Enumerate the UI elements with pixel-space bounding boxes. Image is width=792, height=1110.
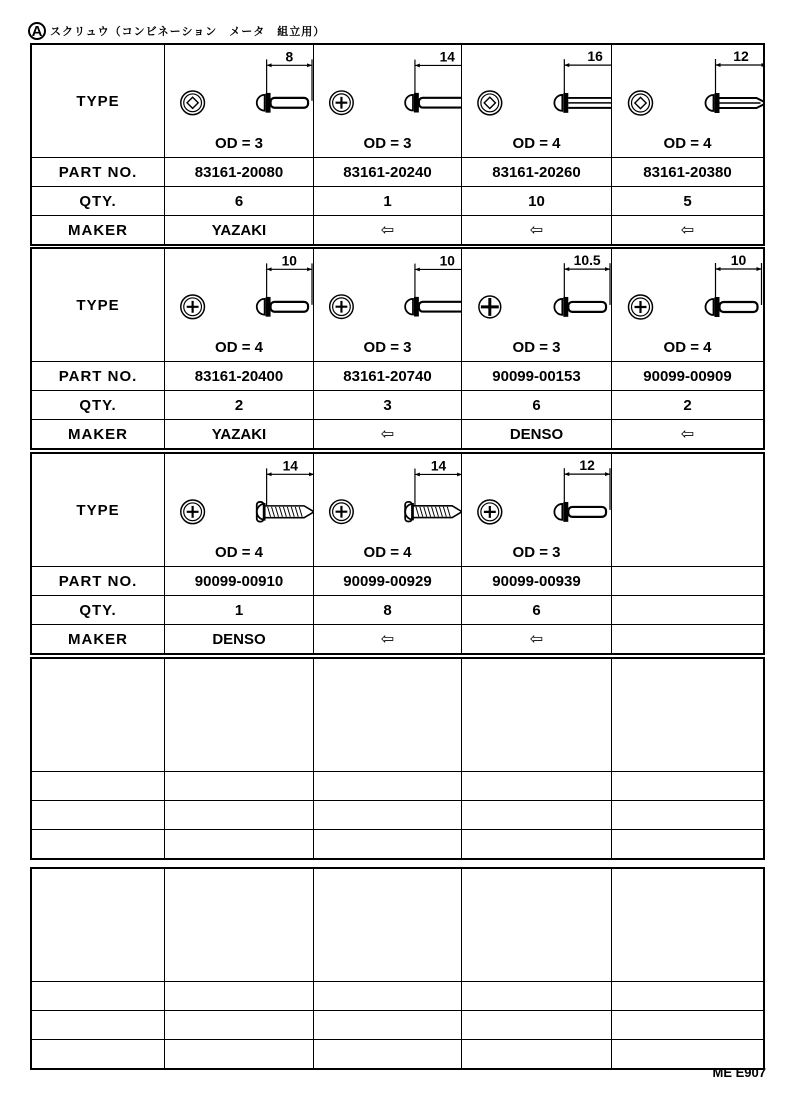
- length-dimension: 14: [282, 457, 298, 474]
- quantity: [461, 801, 611, 829]
- row-label-part-no: [32, 772, 164, 800]
- quantity: [611, 801, 763, 829]
- row-label-qty: QTY.: [79, 192, 117, 210]
- row-label-type: TYPE: [76, 501, 120, 519]
- part-number: 90099-00939: [461, 567, 611, 595]
- table-row-qty: [32, 800, 763, 829]
- length-dimension: 10: [439, 253, 455, 269]
- screw-drawing-icon: [612, 45, 763, 131]
- table-row-type: [32, 249, 763, 361]
- screw-type-cell: [461, 454, 611, 566]
- part-number: 90099-00153: [461, 362, 611, 390]
- same-as-left-arrow-icon: ⇦: [461, 625, 611, 653]
- screw-type-cell: [164, 45, 313, 157]
- maker: [164, 1040, 313, 1068]
- screw-type-cell: [611, 249, 763, 361]
- table-row-maker: [32, 215, 763, 244]
- maker: YAZAKI: [164, 420, 313, 448]
- outer-diameter-label: OD = 4: [663, 135, 712, 152]
- title-text: スクリュウ（コンビネーション メータ 組立用）: [50, 26, 326, 38]
- part-number: 83161-20400: [164, 362, 313, 390]
- screw-type-cell: [313, 659, 461, 771]
- outer-diameter-label: OD = 3: [512, 339, 561, 356]
- screw-type-cell: [611, 659, 763, 771]
- table-row-type: [32, 454, 763, 566]
- part-number: [611, 772, 763, 800]
- table-row-qty: [32, 595, 763, 624]
- outer-diameter-label: OD = 4: [215, 339, 263, 356]
- screw-drawing-icon: [165, 454, 313, 540]
- quantity: 3: [313, 391, 461, 419]
- screw-type-cell: [461, 659, 611, 771]
- screw-type-cell: [461, 249, 611, 361]
- screw-type-cell: [313, 869, 461, 981]
- same-as-left-arrow-icon: ⇦: [461, 216, 611, 244]
- row-label-maker: [32, 1040, 164, 1068]
- table-row-part-no: [32, 566, 763, 595]
- table-row-qty: [32, 186, 763, 215]
- outer-diameter-label: OD = 3: [512, 544, 561, 561]
- table-row-type: [32, 45, 763, 157]
- row-label-type: TYPE: [76, 296, 120, 314]
- quantity: 5: [611, 187, 763, 215]
- maker: [313, 830, 461, 858]
- length-dimension: 10.5: [573, 252, 601, 269]
- quantity: [611, 1011, 763, 1039]
- screw-drawing-icon: [314, 454, 461, 540]
- screw-type-cell: [611, 454, 763, 566]
- screw-type-cell: [164, 454, 313, 566]
- part-number: [611, 567, 763, 595]
- row-label-maker: MAKER: [68, 425, 128, 443]
- table-row-maker: [32, 1039, 763, 1068]
- length-dimension: 12: [579, 457, 595, 474]
- part-number: 83161-20260: [461, 158, 611, 186]
- part-number: [313, 772, 461, 800]
- table-row-type: [32, 869, 763, 981]
- table-row-part-no: [32, 361, 763, 390]
- parts-table: [30, 867, 765, 1070]
- length-dimension: 14: [430, 458, 447, 474]
- row-label-maker: [32, 830, 164, 858]
- screw-drawing-icon: [612, 249, 763, 335]
- row-label-part-no: PART NO.: [58, 367, 138, 385]
- maker: DENSO: [461, 420, 611, 448]
- part-number: [461, 772, 611, 800]
- quantity: 8: [313, 596, 461, 624]
- quantity: 6: [164, 187, 313, 215]
- maker: [611, 625, 763, 653]
- row-label-qty: QTY.: [79, 601, 117, 619]
- screw-type-cell: [313, 454, 461, 566]
- table-row-part-no: [32, 157, 763, 186]
- quantity: 2: [164, 391, 313, 419]
- row-label-part-no: PART NO.: [58, 163, 138, 181]
- table-row-maker: [32, 624, 763, 653]
- length-dimension: 10: [281, 252, 297, 269]
- row-label-type: TYPE: [76, 92, 120, 110]
- maker: [611, 1040, 763, 1068]
- screw-drawing-icon: [165, 45, 313, 131]
- parts-table: [30, 43, 765, 246]
- maker: [461, 1040, 611, 1068]
- quantity: [313, 1011, 461, 1039]
- screw-drawing-icon: [165, 249, 313, 335]
- section-marker: A: [28, 22, 46, 40]
- screw-drawing-icon: [314, 249, 461, 335]
- part-number: 90099-00910: [164, 567, 313, 595]
- maker: [164, 830, 313, 858]
- quantity: [461, 1011, 611, 1039]
- row-label-maker: MAKER: [68, 630, 128, 648]
- quantity: [164, 801, 313, 829]
- length-dimension: 14: [439, 49, 455, 65]
- parts-table: [30, 657, 765, 860]
- quantity: 6: [461, 596, 611, 624]
- quantity: 2: [611, 391, 763, 419]
- quantity: 1: [313, 187, 461, 215]
- screw-drawing-icon: [462, 45, 611, 131]
- parts-table: [30, 452, 765, 655]
- row-label-part-no: [32, 982, 164, 1010]
- outer-diameter-label: OD = 4: [663, 339, 712, 356]
- part-number: 83161-20080: [164, 158, 313, 186]
- table-row-type: [32, 659, 763, 771]
- table-row-maker: [32, 829, 763, 858]
- row-label-maker: MAKER: [68, 221, 128, 239]
- row-label-type: [32, 659, 164, 771]
- screw-type-cell: [461, 869, 611, 981]
- screw-type-cell: [611, 869, 763, 981]
- part-number: [164, 982, 313, 1010]
- screw-type-cell: [164, 249, 313, 361]
- document-title: [28, 20, 325, 42]
- screw-type-cell: [313, 45, 461, 157]
- table-row-qty: [32, 390, 763, 419]
- part-number: 83161-20240: [313, 158, 461, 186]
- same-as-left-arrow-icon: ⇦: [313, 216, 461, 244]
- outer-diameter-label: OD = 3: [363, 339, 412, 356]
- screw-type-cell: [611, 45, 763, 157]
- screw-type-cell: [164, 659, 313, 771]
- outer-diameter-label: OD = 4: [215, 544, 263, 561]
- quantity: 6: [461, 391, 611, 419]
- length-dimension: 10: [730, 252, 747, 268]
- screw-type-cell: [313, 249, 461, 361]
- screw-drawing-icon: [314, 45, 461, 131]
- same-as-left-arrow-icon: ⇦: [313, 625, 461, 653]
- part-number: [164, 772, 313, 800]
- length-dimension: 12: [733, 48, 749, 64]
- row-label-qty: [32, 1011, 164, 1039]
- maker: YAZAKI: [164, 216, 313, 244]
- document-code: ME E907: [712, 1065, 766, 1080]
- row-label-part-no: PART NO.: [58, 572, 138, 590]
- table-row-part-no: [32, 981, 763, 1010]
- screw-drawing-icon: [462, 249, 611, 335]
- maker: DENSO: [164, 625, 313, 653]
- part-number: 83161-20740: [313, 362, 461, 390]
- quantity: 1: [164, 596, 313, 624]
- outer-diameter-label: OD = 4: [363, 544, 412, 561]
- same-as-left-arrow-icon: ⇦: [611, 216, 763, 244]
- quantity: 10: [461, 187, 611, 215]
- row-label-qty: QTY.: [79, 396, 117, 414]
- screw-drawing-icon: [462, 454, 611, 540]
- part-number: 90099-00929: [313, 567, 461, 595]
- screw-type-cell: [461, 45, 611, 157]
- quantity: [313, 801, 461, 829]
- screw-type-cell: [164, 869, 313, 981]
- parts-table: [30, 247, 765, 450]
- table-row-maker: [32, 419, 763, 448]
- maker: [461, 830, 611, 858]
- same-as-left-arrow-icon: ⇦: [611, 420, 763, 448]
- part-number: 83161-20380: [611, 158, 763, 186]
- quantity: [164, 1011, 313, 1039]
- quantity: [611, 596, 763, 624]
- part-number: [611, 982, 763, 1010]
- outer-diameter-label: OD = 4: [512, 135, 561, 152]
- part-number: 90099-00909: [611, 362, 763, 390]
- maker: [611, 830, 763, 858]
- table-row-part-no: [32, 771, 763, 800]
- outer-diameter-label: OD = 3: [363, 135, 412, 152]
- row-label-type: [32, 869, 164, 981]
- part-number: [313, 982, 461, 1010]
- table-row-qty: [32, 1010, 763, 1039]
- length-dimension: 16: [587, 48, 603, 65]
- part-number: [461, 982, 611, 1010]
- length-dimension: 8: [285, 48, 294, 65]
- maker: [313, 1040, 461, 1068]
- outer-diameter-label: OD = 3: [215, 135, 263, 152]
- row-label-qty: [32, 801, 164, 829]
- same-as-left-arrow-icon: ⇦: [313, 420, 461, 448]
